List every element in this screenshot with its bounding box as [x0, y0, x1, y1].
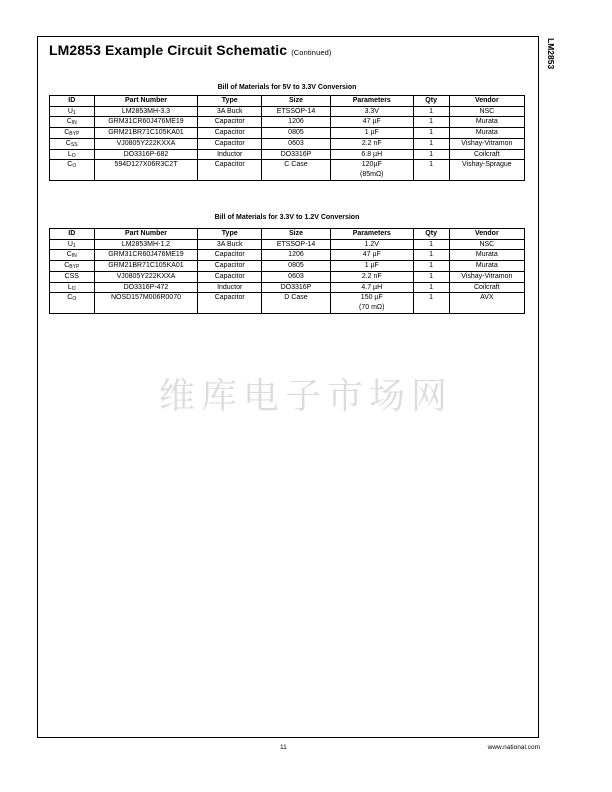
cell-type: 3A Buck: [198, 106, 262, 117]
id-main: C: [64, 129, 70, 137]
cell-parameters: [330, 149, 413, 160]
cell-vendor: Coilcraft: [449, 282, 524, 293]
cell-vendor: AVX: [449, 293, 524, 313]
cell-vendor: NSC: [449, 239, 524, 250]
parameter-value: 1.2V: [364, 240, 379, 248]
cell-part-number: VJ0805Y222KXXA: [94, 138, 198, 149]
table-header-row: [50, 229, 525, 240]
cell-part-number: NOSD157M006R0070: [94, 293, 198, 313]
table-row: [50, 282, 525, 293]
cell-qty: 1: [413, 160, 449, 180]
cell-part-number: GRM31CR60J476ME19: [94, 250, 198, 261]
column-header: Size: [262, 96, 331, 107]
id-main: C: [66, 251, 72, 259]
column-header: Parameters: [330, 96, 413, 107]
table-caption-3v3-to-1v2: Bill of Materials for 3.3V to 1.2V Conversion: [214, 214, 360, 221]
cell-part-number: GRM21BR71C105KA01: [94, 128, 198, 139]
cell-part-number: LM2853MH-3.3: [94, 106, 198, 117]
cell-id: [50, 138, 95, 149]
cell-type: Capacitor: [198, 293, 262, 313]
id-subscript: O: [71, 285, 76, 292]
parameter-value: 1 µF: [364, 262, 379, 270]
id-subscript: IN: [71, 120, 77, 127]
table-row: [50, 293, 525, 313]
column-header: Part Number: [94, 96, 198, 107]
parameter-value: 150 µF: [360, 294, 383, 302]
column-header: Parameters: [330, 229, 413, 240]
id-subscript: IN: [71, 253, 77, 260]
parameter-value: 3.3V: [364, 107, 379, 115]
id-main: C: [67, 294, 73, 302]
table-row: [50, 160, 525, 180]
column-header: Part Number: [94, 229, 198, 240]
cell-qty: 1: [413, 271, 449, 282]
cell-parameters: [330, 106, 413, 117]
cell-part-number: DO3316P-682: [94, 149, 198, 160]
cell-part-number: GRM21BR71C105KA01: [94, 261, 198, 272]
cell-qty: 1: [413, 261, 449, 272]
id-main: CSS: [64, 272, 79, 280]
parameter-value: 2.2 nF: [361, 139, 382, 147]
cell-id: [50, 117, 95, 128]
table-header-row: [50, 96, 525, 107]
cell-id: [50, 149, 95, 160]
cell-id: [50, 282, 95, 293]
column-header: Vendor: [449, 96, 524, 107]
cell-type: Inductor: [198, 149, 262, 160]
cell-qty: 1: [413, 128, 449, 139]
cell-id: [50, 128, 95, 139]
cell-qty: 1: [413, 117, 449, 128]
id-main: C: [64, 262, 70, 270]
cell-vendor: Coilcraft: [449, 149, 524, 160]
table-row: [50, 271, 525, 282]
website-url: www.national.com: [487, 744, 540, 751]
table-row: [50, 117, 525, 128]
cell-type: Capacitor: [198, 271, 262, 282]
cell-parameters: [330, 239, 413, 250]
cell-id: [50, 261, 95, 272]
cell-part-number: VJ0805Y222KXXA: [94, 271, 198, 282]
cell-type: Capacitor: [198, 138, 262, 149]
id-main: C: [66, 118, 72, 126]
parameter-value: 120µF: [361, 161, 382, 169]
column-header: ID: [50, 229, 95, 240]
id-main: C: [65, 139, 71, 147]
cell-id: [50, 106, 95, 117]
parameter-value: 47 µF: [362, 251, 381, 259]
cell-qty: 1: [413, 138, 449, 149]
parameter-value: 6.8 µH: [361, 150, 383, 158]
table-caption-5v-to-3v3: Bill of Materials for 5V to 3.3V Conversion: [217, 84, 357, 91]
id-subscript: O: [72, 163, 77, 170]
cell-size: 0603: [262, 271, 331, 282]
column-header: Vendor: [449, 229, 524, 240]
id-main: C: [67, 161, 73, 169]
cell-qty: 1: [413, 282, 449, 293]
table-row: [50, 149, 525, 160]
cell-vendor: Vishay-Sprague: [449, 160, 524, 180]
id-subscript: 1: [72, 242, 76, 249]
cell-size: C Case: [262, 160, 331, 180]
column-header: Type: [198, 229, 262, 240]
id-main: U: [67, 107, 73, 115]
cell-parameters: [330, 160, 413, 180]
cell-qty: 1: [413, 106, 449, 117]
column-header: Type: [198, 96, 262, 107]
cell-type: Capacitor: [198, 261, 262, 272]
cell-qty: 1: [413, 239, 449, 250]
bom-table-5v-to-3v3: [49, 95, 525, 181]
table-row: [50, 261, 525, 272]
cell-qty: 1: [413, 293, 449, 313]
cell-parameters: [330, 117, 413, 128]
cell-size: 1206: [262, 117, 331, 128]
cell-id: [50, 250, 95, 261]
cell-parameters: [330, 293, 413, 313]
id-subscript: 1: [72, 109, 76, 116]
watermark-text: 维库电子市场网: [158, 376, 453, 417]
cell-vendor: Murata: [449, 128, 524, 139]
cell-qty: 1: [413, 250, 449, 261]
cell-parameters: [330, 282, 413, 293]
table-row: [50, 106, 525, 117]
title-text: LM2853 Example Circuit Schematic: [49, 42, 288, 58]
column-header: Size: [262, 229, 331, 240]
cell-parameters: [330, 128, 413, 139]
cell-part-number: DO3316P-472: [94, 282, 198, 293]
cell-id: [50, 293, 95, 313]
cell-id: [50, 160, 95, 180]
cell-id: [50, 239, 95, 250]
column-header: ID: [50, 96, 95, 107]
cell-part-number: GRM31CR60J476ME19: [94, 117, 198, 128]
continued-label: (Continued): [291, 48, 332, 57]
cell-size: DO3316P: [262, 282, 331, 293]
cell-vendor: Murata: [449, 117, 524, 128]
id-subscript: BYP: [69, 131, 80, 138]
cell-id: [50, 271, 95, 282]
cell-size: 0805: [262, 128, 331, 139]
table-row: [50, 250, 525, 261]
cell-size: 1206: [262, 250, 331, 261]
cell-parameters: [330, 250, 413, 261]
cell-vendor: NSC: [449, 106, 524, 117]
cell-type: 3A Buck: [198, 239, 262, 250]
cell-size: ETSSOP-14: [262, 239, 331, 250]
cell-type: Capacitor: [198, 250, 262, 261]
id-subscript: BYP: [69, 264, 80, 271]
id-subscript: O: [71, 152, 76, 159]
cell-qty: 1: [413, 149, 449, 160]
column-header: Qty: [413, 96, 449, 107]
cell-part-number: 594D127X06R3C2T: [94, 160, 198, 180]
parameter-esr: (85mΩ): [360, 170, 384, 178]
cell-vendor: Murata: [449, 261, 524, 272]
cell-vendor: Murata: [449, 250, 524, 261]
id-main: L: [67, 150, 72, 158]
cell-parameters: [330, 261, 413, 272]
id-main: U: [67, 240, 73, 248]
parameter-esr: (70 mΩ): [359, 303, 385, 311]
cell-size: 0603: [262, 138, 331, 149]
parameter-value: 4.7 µH: [361, 283, 383, 291]
cell-parameters: [330, 271, 413, 282]
parameter-value: 2.2 nF: [361, 272, 382, 280]
cell-size: DO3316P: [262, 149, 331, 160]
cell-type: Capacitor: [198, 128, 262, 139]
cell-type: Capacitor: [198, 160, 262, 180]
cell-size: ETSSOP-14: [262, 106, 331, 117]
table-row: [50, 138, 525, 149]
table-row: [50, 239, 525, 250]
cell-parameters: [330, 138, 413, 149]
cell-part-number: LM2853MH-1.2: [94, 239, 198, 250]
parameter-value: 47 µF: [362, 118, 381, 126]
column-header: Qty: [413, 229, 449, 240]
table-row: [50, 128, 525, 139]
cell-size: D Case: [262, 293, 331, 313]
cell-type: Inductor: [198, 282, 262, 293]
id-main: L: [67, 283, 72, 291]
id-subscript: O: [72, 296, 77, 303]
parameter-value: 1 µF: [364, 129, 379, 137]
page-title: [49, 42, 331, 58]
side-part-tag: LM2853: [546, 38, 556, 70]
cell-vendor: Vishay-Vitramon: [449, 271, 524, 282]
cell-vendor: Vishay-Vitramon: [449, 138, 524, 149]
cell-size: 0805: [262, 261, 331, 272]
page-number: 11: [280, 744, 287, 751]
id-subscript: SS: [70, 141, 78, 148]
bom-table-3v3-to-1v2: [49, 228, 525, 314]
cell-type: Capacitor: [198, 117, 262, 128]
